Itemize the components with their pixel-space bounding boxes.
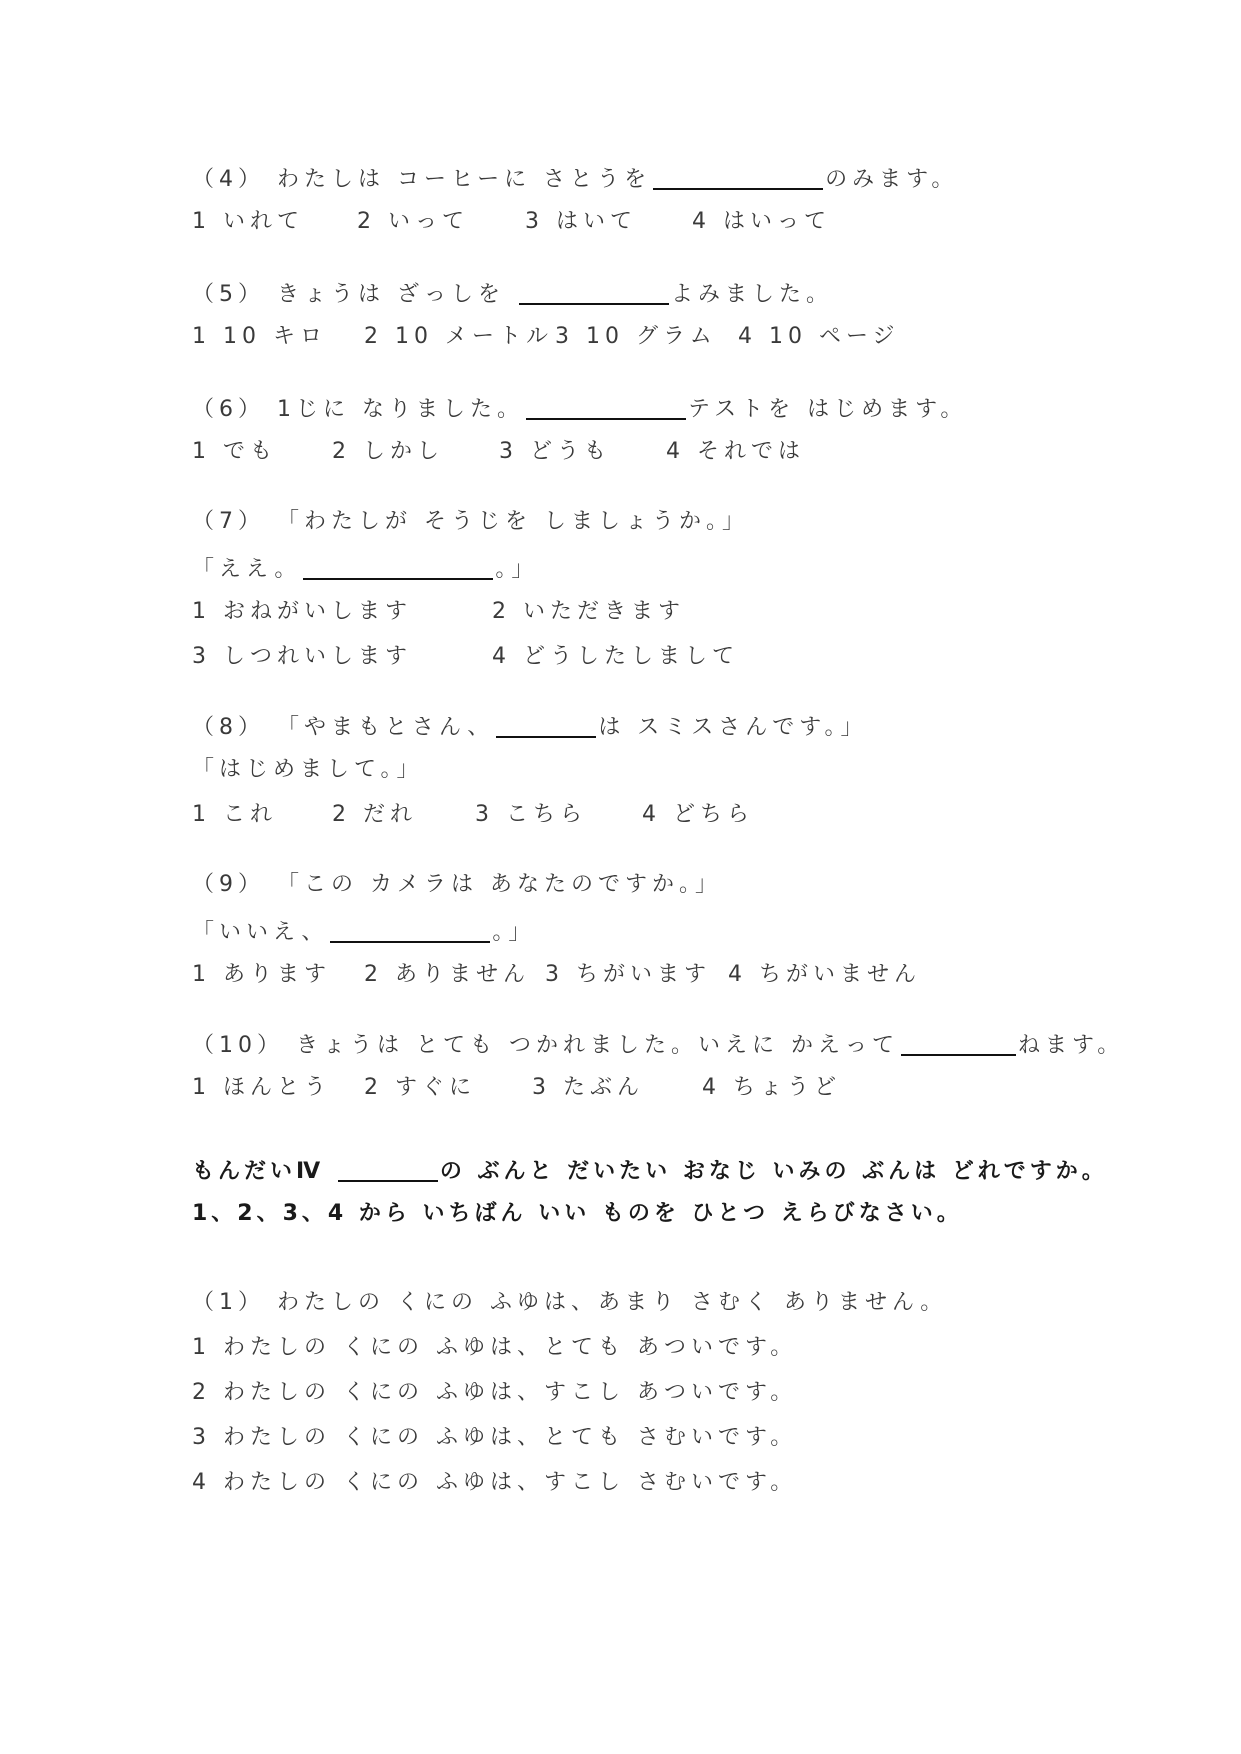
section-heading-text: もんだいⅣ <box>192 1159 336 1184</box>
answer-blank <box>901 1032 1016 1056</box>
option-1: 1 ほんとう <box>192 1075 331 1100</box>
question-9-reply <box>192 915 535 948</box>
option-2: 2 いただきます <box>492 599 685 624</box>
question-text: は スミスさんです。」 <box>598 715 868 740</box>
question-text: （10） きょうは とても つかれました。いえに かえって <box>192 1033 899 1058</box>
option-3: 3 はいて <box>525 209 637 234</box>
question-text: （4） わたしは コーヒーに さとうを <box>192 167 652 192</box>
answer-blank <box>653 166 823 190</box>
question-text: テストを はじめます。 <box>687 397 968 422</box>
option-2: 2 すぐに <box>364 1075 476 1100</box>
option-4: 4 どちら <box>642 802 754 827</box>
option-1: 1 いれて <box>192 209 304 234</box>
reply-text: 「いいえ、 <box>192 920 329 945</box>
option-4: 4 10 ページ <box>738 324 900 349</box>
answer-blank <box>526 396 686 420</box>
option-2: 2 だれ <box>332 802 417 827</box>
question-7-reply <box>192 552 538 585</box>
question-9-stem: （9） 「この カメラは あなたのですか。」 <box>192 872 722 897</box>
question-8-reply: 「はじめまして。」 <box>192 757 424 782</box>
option-2: 2 ありません <box>364 962 530 987</box>
option-4: 4 はいって <box>692 209 831 234</box>
option-3: 3 どうも <box>499 439 611 464</box>
option-4: 4 それでは <box>666 439 805 464</box>
section-4-option-1: 1 わたしの くにの ふゆは、とても あついです。 <box>192 1335 798 1360</box>
section-4-heading <box>192 1154 1108 1187</box>
question-text: （6） 1じに なりました。 <box>192 397 524 422</box>
option-1: 1 10 キロ <box>192 324 327 349</box>
reply-text: 。」 <box>495 557 539 582</box>
question-5-stem <box>192 277 833 310</box>
option-1: 1 でも <box>192 439 277 464</box>
option-1: 1 おねがいします <box>192 599 412 624</box>
question-4-stem <box>192 162 958 195</box>
answer-blank <box>303 556 493 580</box>
section-4-option-4: 4 わたしの くにの ふゆは、すこし さむいです。 <box>192 1470 798 1495</box>
option-2: 2 しかし <box>332 439 444 464</box>
reply-text: 。」 <box>492 920 536 945</box>
option-4: 4 どうしたしまして <box>492 644 739 669</box>
question-text: よみました。 <box>670 282 833 307</box>
section-4-instructions: 1、2、3、4 から いちばん いい ものを ひとつ えらびなさい。 <box>192 1201 963 1226</box>
section-4-option-2: 2 わたしの くにの ふゆは、すこし あついです。 <box>192 1380 798 1405</box>
question-text: （8） 「やまもとさん、 <box>192 715 495 740</box>
option-1: 1 これ <box>192 802 277 827</box>
option-3: 3 10 グラム <box>555 324 717 349</box>
question-text: （5） きょうは ざっしを <box>192 282 517 307</box>
option-1: 1 あります <box>192 962 331 987</box>
option-3: 3 ちがいます <box>545 962 711 987</box>
answer-blank <box>496 714 596 738</box>
answer-blank <box>519 281 669 305</box>
option-2: 2 10 メートル <box>364 324 553 349</box>
answer-blank <box>330 919 490 943</box>
option-4: 4 ちょうど <box>702 1075 841 1100</box>
question-text: のみます。 <box>825 167 959 192</box>
question-text: ねます。 <box>1017 1033 1125 1058</box>
question-10-stem <box>192 1028 1124 1061</box>
option-3: 3 しつれいします <box>192 644 412 669</box>
question-7-stem: （7） 「わたしが そうじを しましょうか。」 <box>192 509 749 534</box>
question-6-stem <box>192 392 967 425</box>
section-4-question-1-stem: （1） わたしの くにの ふゆは、あまり さむく ありません。 <box>192 1290 948 1315</box>
option-3: 3 たぶん <box>532 1075 644 1100</box>
section-4-option-3: 3 わたしの くにの ふゆは、とても さむいです。 <box>192 1425 798 1450</box>
answer-blank <box>338 1158 438 1182</box>
option-2: 2 いって <box>357 209 469 234</box>
reply-text: 「ええ。 <box>192 557 302 582</box>
question-8-stem <box>192 710 868 743</box>
option-3: 3 こちら <box>475 802 587 827</box>
option-4: 4 ちがいません <box>728 962 921 987</box>
section-heading-text: の ぶんと だいたい おなじ いみの ぶんは どれですか。 <box>439 1159 1108 1184</box>
